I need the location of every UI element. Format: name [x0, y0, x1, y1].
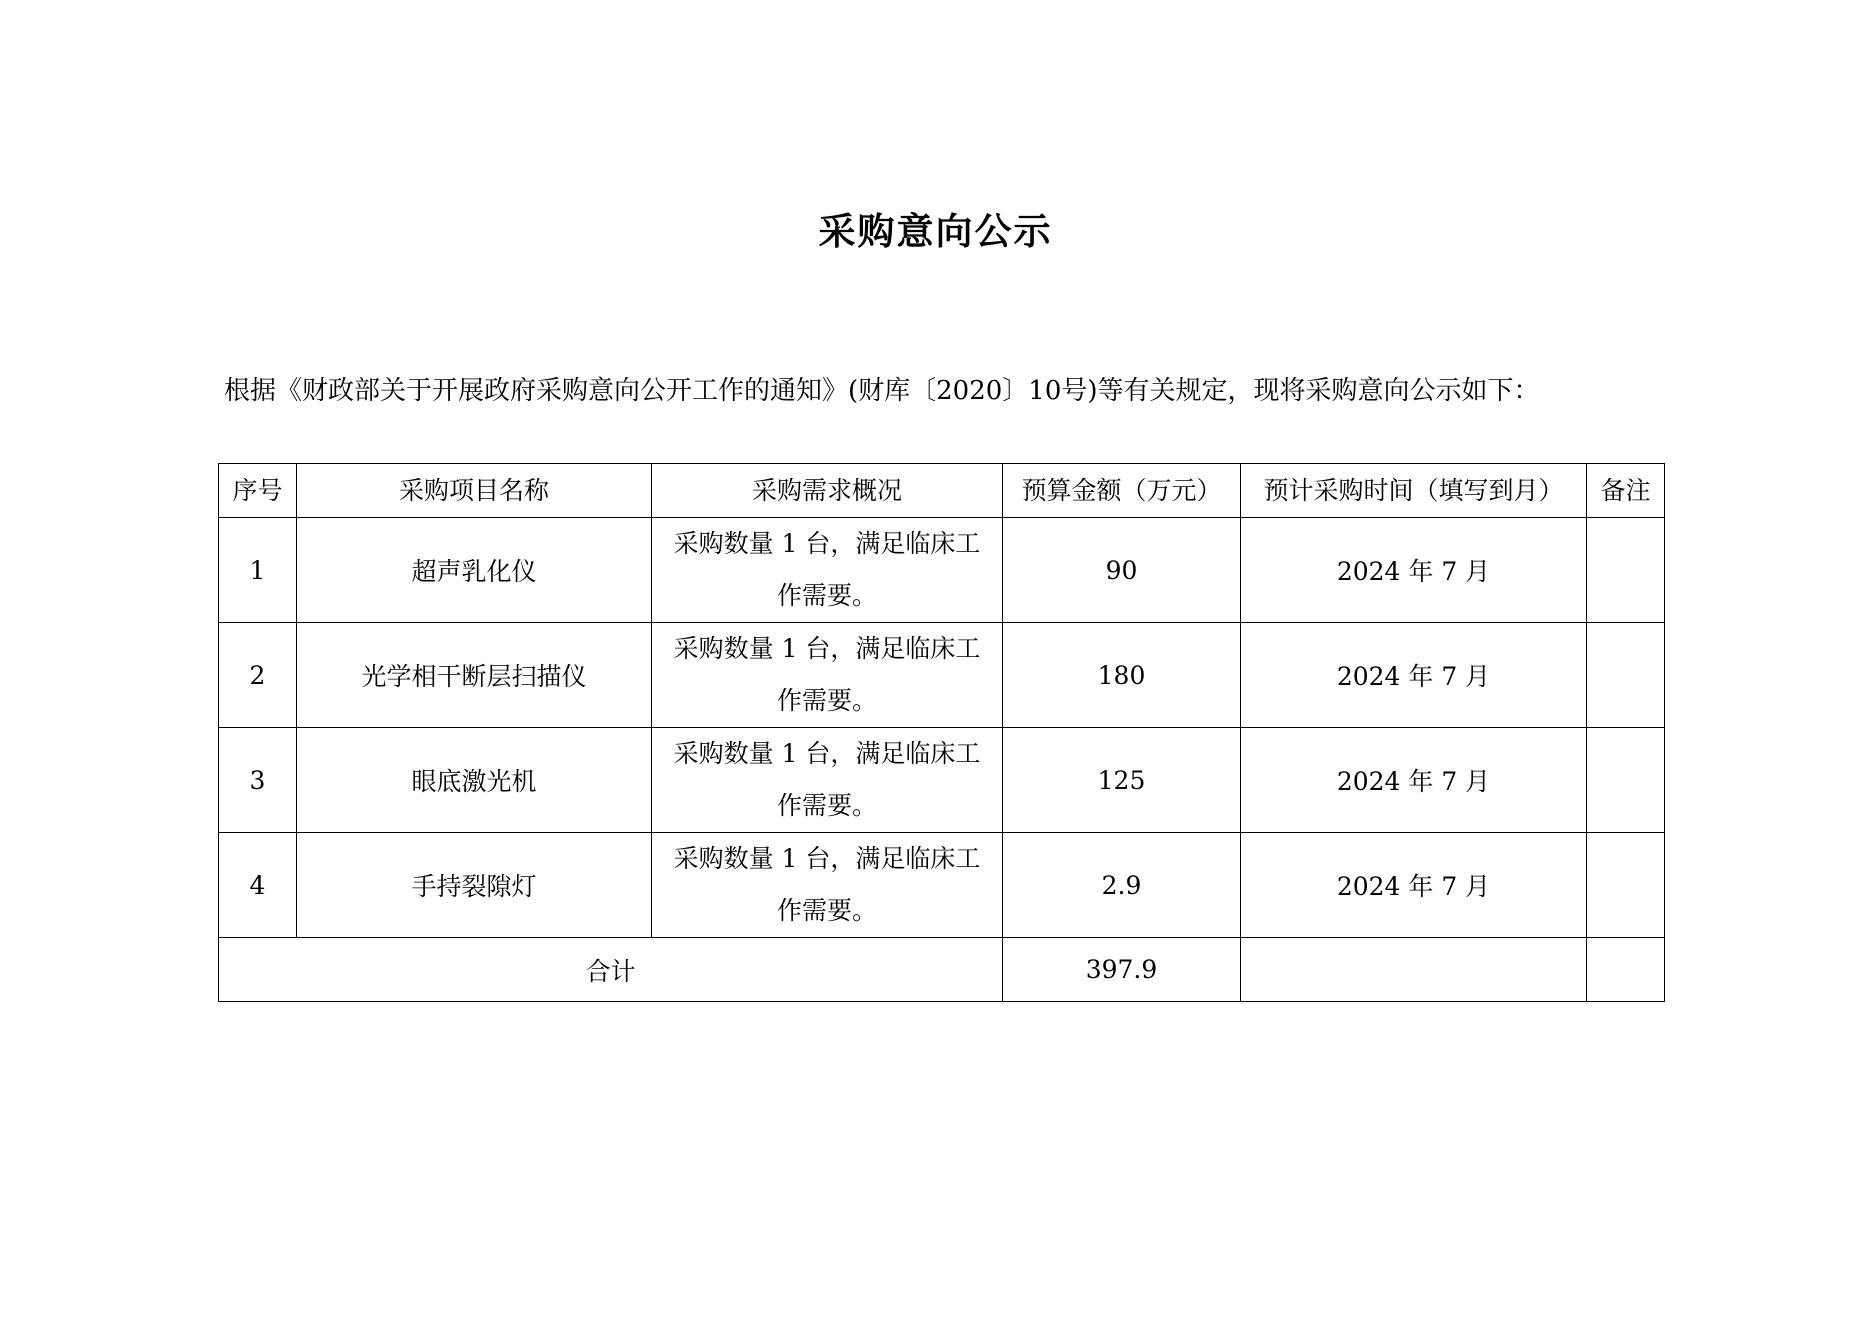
table-row — [219, 728, 1665, 833]
cell-note — [1587, 728, 1665, 833]
cell-purchase-time: 2024 年 7 月 — [1241, 833, 1587, 938]
cell-seq: 4 — [219, 833, 297, 938]
cell-project-name: 眼底激光机 — [297, 728, 652, 833]
document-title: 采购意向公示 — [818, 210, 1053, 253]
cell-purchase-time: 2024 年 7 月 — [1241, 728, 1587, 833]
cell-project-name: 手持裂隙灯 — [297, 833, 652, 938]
cell-purchase-time: 2024 年 7 月 — [1241, 623, 1587, 728]
cell-budget: 90 — [1003, 518, 1241, 623]
header-requirement: 采购需求概况 — [652, 464, 1003, 518]
cell-budget: 125 — [1003, 728, 1241, 833]
cell-note — [1587, 518, 1665, 623]
header-note: 备注 — [1587, 464, 1665, 518]
cell-requirement: 采购数量 1 台，满足临床工作需要。 — [652, 623, 1003, 728]
table-row — [219, 833, 1665, 938]
table-header-row — [219, 464, 1665, 518]
cell-requirement: 采购数量 1 台，满足临床工作需要。 — [652, 833, 1003, 938]
total-row — [219, 938, 1665, 1002]
total-label: 合计 — [219, 938, 1003, 1002]
cell-requirement: 采购数量 1 台，满足临床工作需要。 — [652, 518, 1003, 623]
header-purchase-time: 预计采购时间（填写到月） — [1241, 464, 1587, 518]
header-seq: 序号 — [219, 464, 297, 518]
total-purchase-time — [1241, 938, 1587, 1002]
procurement-table — [218, 463, 1665, 1002]
cell-seq: 1 — [219, 518, 297, 623]
cell-seq: 3 — [219, 728, 297, 833]
table-row — [219, 623, 1665, 728]
cell-project-name: 超声乳化仪 — [297, 518, 652, 623]
total-budget: 397.9 — [1003, 938, 1241, 1002]
header-budget: 预算金额（万元） — [1003, 464, 1241, 518]
cell-requirement: 采购数量 1 台，满足临床工作需要。 — [652, 728, 1003, 833]
cell-note — [1587, 623, 1665, 728]
cell-seq: 2 — [219, 623, 297, 728]
table-row — [219, 518, 1665, 623]
cell-purchase-time: 2024 年 7 月 — [1241, 518, 1587, 623]
total-note — [1587, 938, 1665, 1002]
header-project-name: 采购项目名称 — [297, 464, 652, 518]
cell-budget: 180 — [1003, 623, 1241, 728]
intro-paragraph: 根据《财政部关于开展政府采购意向公开工作的通知》(财库〔2020〕10号)等有关规定，现将采购意向公示如下： — [224, 376, 1540, 406]
cell-project-name: 光学相干断层扫描仪 — [297, 623, 652, 728]
cell-note — [1587, 833, 1665, 938]
cell-budget: 2.9 — [1003, 833, 1241, 938]
